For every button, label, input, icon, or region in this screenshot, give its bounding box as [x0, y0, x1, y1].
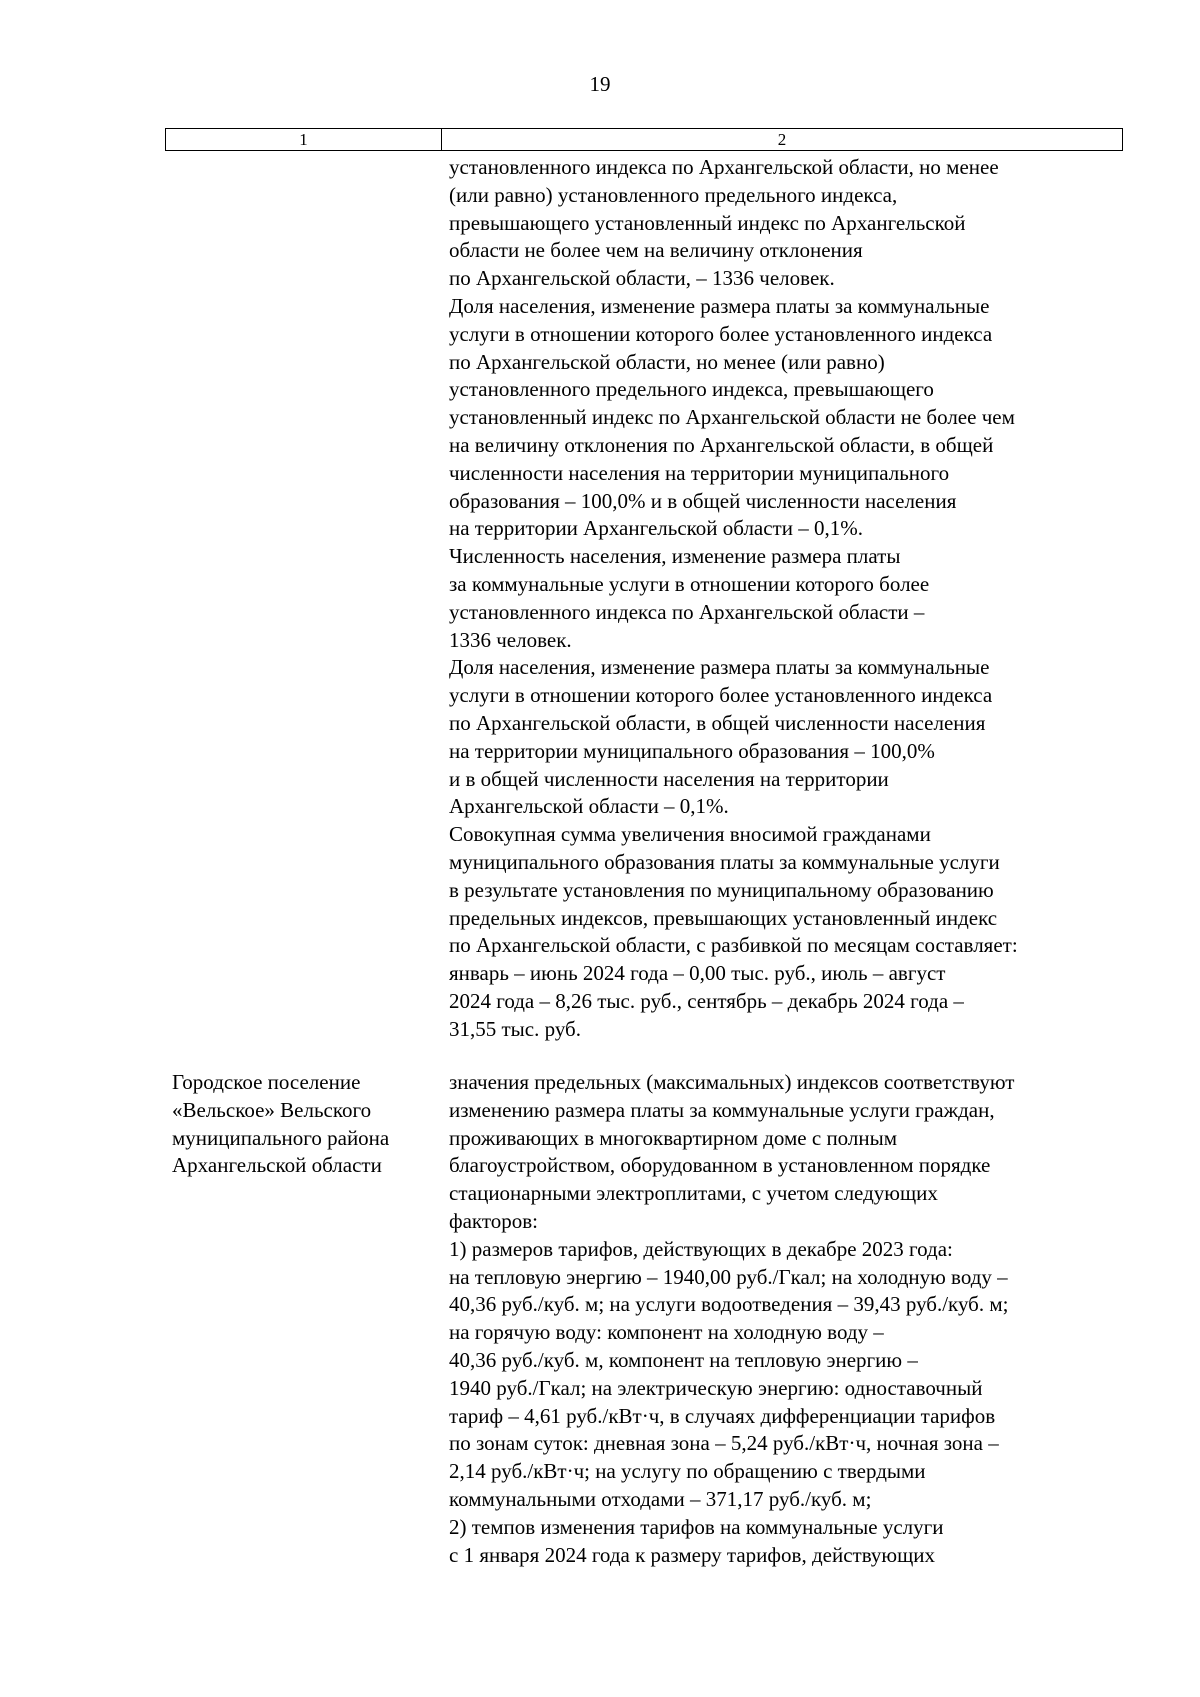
text-line: тариф – 4,61 руб./кВт·ч, в случаях дифференциации тарифов [449, 1403, 996, 1428]
text-line: стационарными электроплитами, с учетом следующих [449, 1181, 938, 1206]
text-line: за коммунальные услуги в отношении которого более [449, 571, 930, 596]
indicator-text-block [449, 154, 1018, 1044]
text-line: муниципального образования платы за коммунальные услуги [449, 849, 1000, 874]
text-line: значения предельных (максимальных) индексов соответствуют [449, 1070, 1015, 1094]
text-line: численности населения на территории муниципального [449, 460, 950, 485]
text-line: 40,36 руб./куб. м; на услуги водоотведения – 39,43 руб./куб. м; [449, 1292, 1009, 1317]
text-line: 31,55 тыс. руб. [449, 1016, 581, 1041]
text-line: 2) темпов изменения тарифов на коммунальные услуги [449, 1514, 944, 1539]
text-line: изменению размера платы за коммунальные услуги граждан, [449, 1097, 995, 1122]
text-line: установленный индекс по Архангельской области не более чем [449, 405, 1015, 430]
text-line: по Архангельской области, но менее (или равно) [449, 349, 885, 374]
text-line: на территории Архангельской области – 0,1%. [449, 516, 863, 541]
municipality-line: Архангельской области [172, 1153, 382, 1178]
table-header-col2: 2 [777, 129, 787, 149]
text-line: 40,36 руб./куб. м, компонент на тепловую энергию – [449, 1347, 918, 1372]
text-line: установленного предельного индекса, превышающего [449, 377, 934, 402]
text-line: на горячую воду: компонент на холодную воду – [449, 1320, 884, 1345]
text-line: превышающего установленный индекс по Архангельской [449, 210, 966, 235]
text-line: услуги в отношении которого более установленного индекса [449, 321, 993, 346]
municipality-line: «Вельское» Вельского [172, 1097, 372, 1122]
municipality-line: муниципального района [172, 1125, 390, 1150]
text-line: 1) размеров тарифов, действующих в декабре 2023 года: [449, 1236, 953, 1261]
text-line: коммунальными отходами – 371,17 руб./куб. м; [449, 1486, 872, 1511]
text-line: по Архангельской области, в общей численности населения [449, 710, 986, 735]
text-line: по зонам суток: дневная зона – 5,24 руб./кВт·ч, ночная зона – [449, 1431, 999, 1456]
municipality-line: Городское поселение [172, 1070, 361, 1094]
text-line: Численность населения, изменение размера платы [449, 544, 901, 569]
text-line: Доля населения, изменение размера платы за коммунальные [449, 655, 990, 680]
text-line: по Архангельской области, с разбивкой по месяцам составляет: [449, 933, 1018, 958]
text-line: 2,14 руб./кВт·ч; на услугу по обращению с твердыми [449, 1459, 926, 1484]
text-line: установленного индекса по Архангельской области – [449, 599, 925, 624]
page-number: 19 [589, 72, 611, 96]
text-line: (или равно) установленного предельного индекса, [449, 182, 898, 207]
text-line: факторов: [449, 1208, 539, 1233]
text-line: 1336 человек. [449, 627, 572, 652]
text-line: Доля населения, изменение размера платы за коммунальные [449, 293, 990, 318]
text-line: с 1 января 2024 года к размеру тарифов, действующих [449, 1542, 935, 1567]
municipality-name [172, 1069, 389, 1180]
text-line: услуги в отношении которого более установленного индекса [449, 683, 993, 708]
table-header-row [165, 128, 1123, 151]
text-line: 2024 года – 8,26 тыс. руб., сентябрь – декабрь 2024 года – [449, 988, 964, 1013]
text-line: и в общей численности населения на территории [449, 766, 889, 791]
text-line: по Архангельской области, – 1336 человек. [449, 266, 835, 291]
text-line: благоустройством, оборудованном в установленном порядке [449, 1153, 991, 1178]
text-line: на тепловую энергию – 1940,00 руб./Гкал; на холодную воду – [449, 1264, 1008, 1289]
text-line: предельных индексов, превышающих установленный индекс [449, 905, 998, 930]
text-line: в результате установления по муниципальному образованию [449, 877, 994, 902]
text-line: на величину отклонения по Архангельской области, в общей [449, 432, 994, 457]
tariff-text-block [449, 1069, 1014, 1569]
text-line: образования – 100,0% и в общей численности населения [449, 488, 957, 513]
text-line: Совокупная сумма увеличения вносимой гражданами [449, 822, 931, 847]
text-line: январь – июнь 2024 года – 0,00 тыс. руб., июль – август [449, 961, 946, 986]
table-header-col1: 1 [166, 129, 442, 150]
text-line: Архангельской области – 0,1%. [449, 794, 729, 819]
text-line: проживающих в многоквартирном доме с полным [449, 1125, 898, 1150]
text-line: 1940 руб./Гкал; на электрическую энергию: одноставочный [449, 1375, 983, 1400]
text-line: установленного индекса по Архангельской области, но менее [449, 155, 999, 179]
text-line: области не более чем на величину отклонения [449, 238, 863, 263]
text-line: на территории муниципального образования – 100,0% [449, 738, 935, 763]
